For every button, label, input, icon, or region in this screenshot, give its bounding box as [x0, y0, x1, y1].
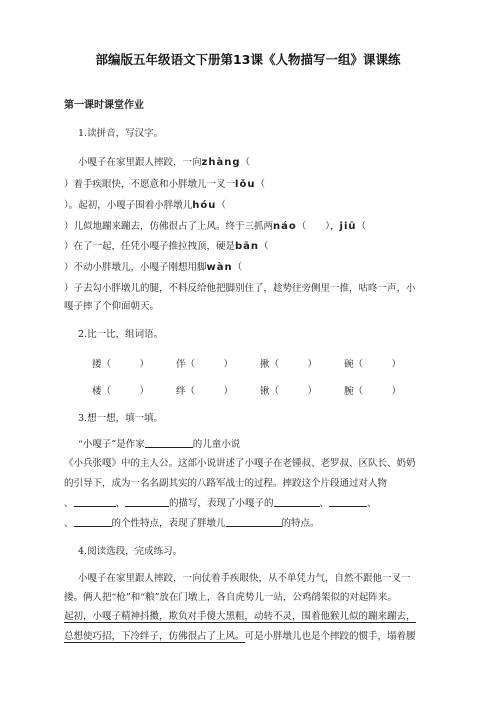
word-item: 揪（ ）	[260, 359, 318, 370]
q3-line-2: 《小兵张嘎》中的主人公。这部小说讲述了小嘎子在老锺叔、老罗叔、区队长、奶奶	[64, 458, 416, 469]
fill-blank[interactable]	[226, 516, 282, 527]
fill-blank[interactable]	[145, 437, 193, 448]
fill-blank[interactable]	[74, 496, 116, 507]
q4-line-1: 小嘎子在家里跟人摔跤，一向仗着手疾眼快，从不单凭力气，自然不跟他一叉一	[78, 573, 411, 584]
pinyin-zhang: zhàng	[201, 157, 241, 168]
fill-blank[interactable]	[329, 496, 367, 507]
q2-row-2	[92, 385, 428, 399]
pinyin-wan: wàn	[206, 262, 233, 273]
q3-heading: 3.想一想，填一填。	[78, 413, 164, 424]
q3-line-4: 、 、 的描写，表现了小嘎子的 、 、	[64, 498, 377, 509]
word-item: 伴（ ）	[176, 359, 234, 370]
pinyin-hou: hóu	[192, 200, 217, 211]
page-title: 部编版五年级语文下册第13课《人物描写一组》课课练	[95, 52, 401, 67]
pinyin-nao: náo	[273, 221, 297, 232]
q3-line-3: 的引导下，成为一名名副其实的八路军战士的过程。摔跤这个片段通过对人物	[64, 478, 388, 489]
fill-blank[interactable]	[74, 516, 112, 527]
word-item: 腕（ ）	[344, 386, 402, 397]
word-item: 锹（ ）	[260, 386, 318, 397]
q1-line-8: 嘎子摔了个仰面朝天。	[64, 301, 160, 312]
q1-line-7: ）子去勾小胖墩儿的腿，不料反给他把脚别住了，趁势往旁侧里一推，咕咚一声，小	[64, 283, 416, 294]
fill-blank[interactable]	[125, 496, 169, 507]
pinyin-lou: lǒu	[235, 179, 256, 190]
q1-line-5: ）在了一起，任凭小嘎子推拉拽顶，硬是bān（	[64, 241, 269, 252]
word-item: 楼（ ）	[92, 386, 150, 397]
q1-heading: 1.读拼音，写汉字。	[78, 128, 164, 139]
q4-line-4: 总想使巧招，下冷绊子，仿佛很占了上风。可是小胖墩儿也是个摔跤的惯手，塌着腰	[64, 631, 416, 642]
q1-line-2: ）着手疾眼快，不愿意和小胖墩儿一叉一lǒu（	[64, 179, 265, 190]
q4-line-3	[64, 610, 416, 624]
word-item: 搂（ ）	[92, 359, 150, 370]
pinyin-ban: bān	[235, 241, 260, 252]
q1-line-4: ）儿似地蹦来蹦去，仿佛很占了上风。终于三抓两náo（ ），jiū（	[64, 221, 367, 232]
q1-line-1: 小嘎子在家里跟人摔跤，一向zhàng（	[78, 157, 250, 168]
q3-line-5: 、 的个性特点，表现了胖墩儿 的特点。	[64, 518, 320, 529]
q2-row-1	[92, 358, 428, 372]
fill-blank[interactable]	[274, 496, 320, 507]
q1-line-6: ）不动小胖墩儿，小嘎子刚想用脚wàn（	[64, 262, 243, 273]
q3-line-1: “小嘎子”是作家 的儿童小说	[78, 439, 241, 450]
underlined-passage: 起初，小嘎子精神抖擞，欺负对手傻大黑粗，动转不灵，围着他猴儿似的蹦来蹦去，	[64, 611, 416, 622]
word-item: 碗（ ）	[344, 359, 402, 370]
section-heading: 第一课时课堂作业	[64, 100, 144, 111]
underlined-passage: 总想使巧招，下冷绊子，仿佛很占了上风。	[64, 631, 245, 642]
q4-heading: 4.阅读选段，完成练习。	[78, 546, 183, 557]
q2-heading: 2.比一比，组词语。	[78, 329, 164, 340]
q1-line-3: ）。起初，小嘎子围着小胖墩儿hóu（	[64, 200, 226, 211]
q4-line-2: 搂。俩人把“枪”和“粮”放在门墩上，各自虎势儿一站，公鸡鹐架似的对起阵来。	[64, 592, 397, 603]
word-item: 绊（ ）	[176, 386, 234, 397]
pinyin-jiu: jiū	[339, 221, 357, 232]
